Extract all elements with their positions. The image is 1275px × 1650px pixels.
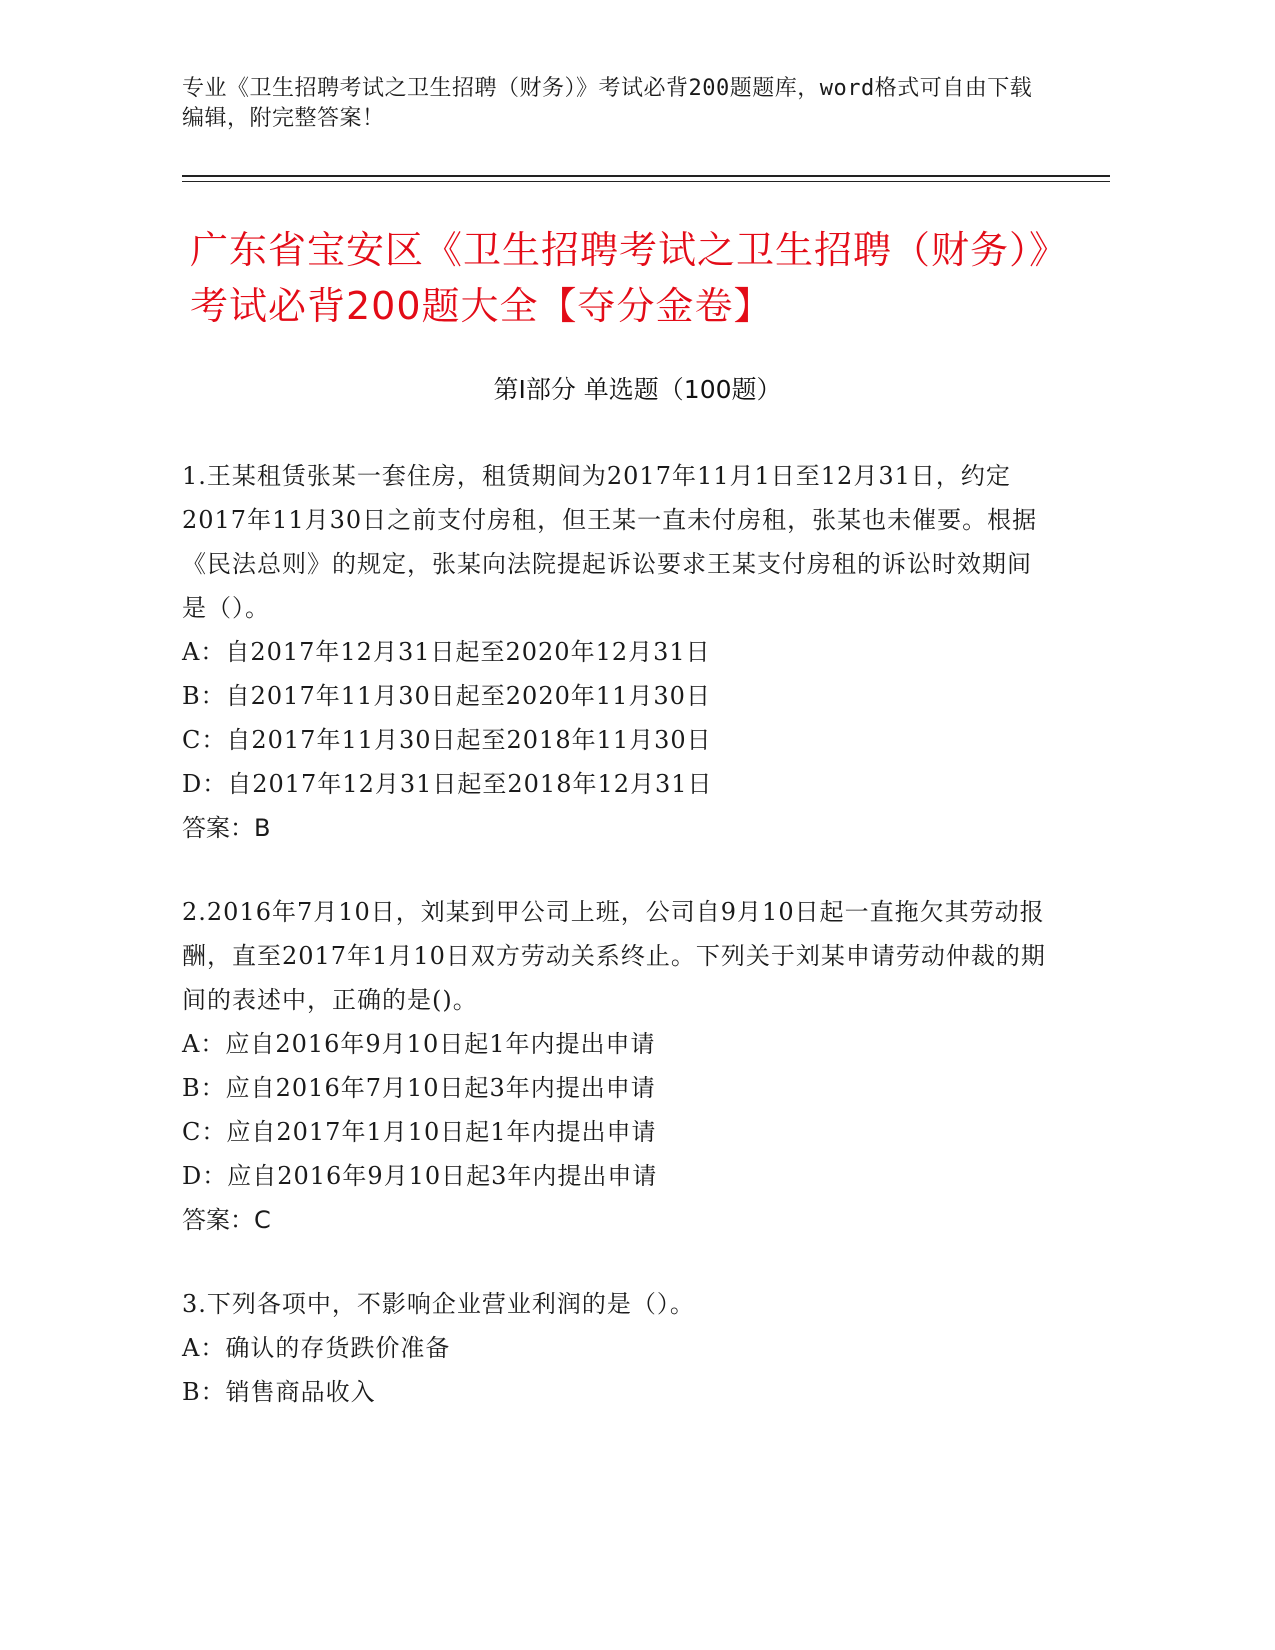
header-divider-thin: [182, 181, 1110, 182]
question-text: 2.2016年7月10日，刘某到甲公司上班，公司自9月10日起一直拖欠其劳动报酬，直至2017年1月10日双方劳动关系终止。下列关于刘某申请劳动仲裁的期间的表述中，正确的是()。: [182, 898, 1046, 1014]
option-c: C：自2017年11月30日起至2018年11月30日: [182, 726, 712, 754]
answer: 答案：B: [182, 814, 271, 842]
answer: 答案：C: [182, 1206, 271, 1234]
question-3: [182, 1282, 1052, 1414]
question-text: 1.王某租赁张某一套住房，租赁期间为2017年11月1日至12月31日，约定2017年11月30日之前支付房租，但王某一直未付房租，张某也未催要。根据《民法总则》的规定，张某向法院提起诉讼要求王某支付房租的诉讼时效期间是（）。: [182, 462, 1038, 622]
option-a: A：自2017年12月31日起至2020年12月31日: [182, 638, 711, 666]
option-c: C：应自2017年1月10日起1年内提出申请: [182, 1118, 657, 1146]
question-text: 3.下列各项中，不影响企业营业利润的是（）。: [182, 1290, 695, 1318]
option-b: B：销售商品收入: [182, 1378, 376, 1406]
option-d: D：自2017年12月31日起至2018年12月31日: [182, 770, 713, 798]
option-b: B：应自2016年7月10日起3年内提出申请: [182, 1074, 656, 1102]
option-d: D：应自2016年9月10日起3年内提出申请: [182, 1162, 658, 1190]
section-title: 第I部分 单选题（100题）: [493, 375, 782, 404]
header-note: 专业《卫生招聘考试之卫生招聘（财务）》考试必背200题题库，word格式可自由下载编辑，附完整答案！: [182, 76, 1033, 131]
question-2: [182, 890, 1052, 1242]
option-b: B：自2017年11月30日起至2020年11月30日: [182, 682, 711, 710]
document-title: 广东省宝安区《卫生招聘考试之卫生招聘（财务）》考试必背200题大全【夺分金卷】: [190, 228, 1069, 328]
option-a: A：确认的存货跌价准备: [182, 1334, 451, 1362]
question-1: [182, 454, 1052, 850]
option-a: A：应自2016年9月10日起1年内提出申请: [182, 1030, 656, 1058]
header-divider: [182, 175, 1110, 177]
